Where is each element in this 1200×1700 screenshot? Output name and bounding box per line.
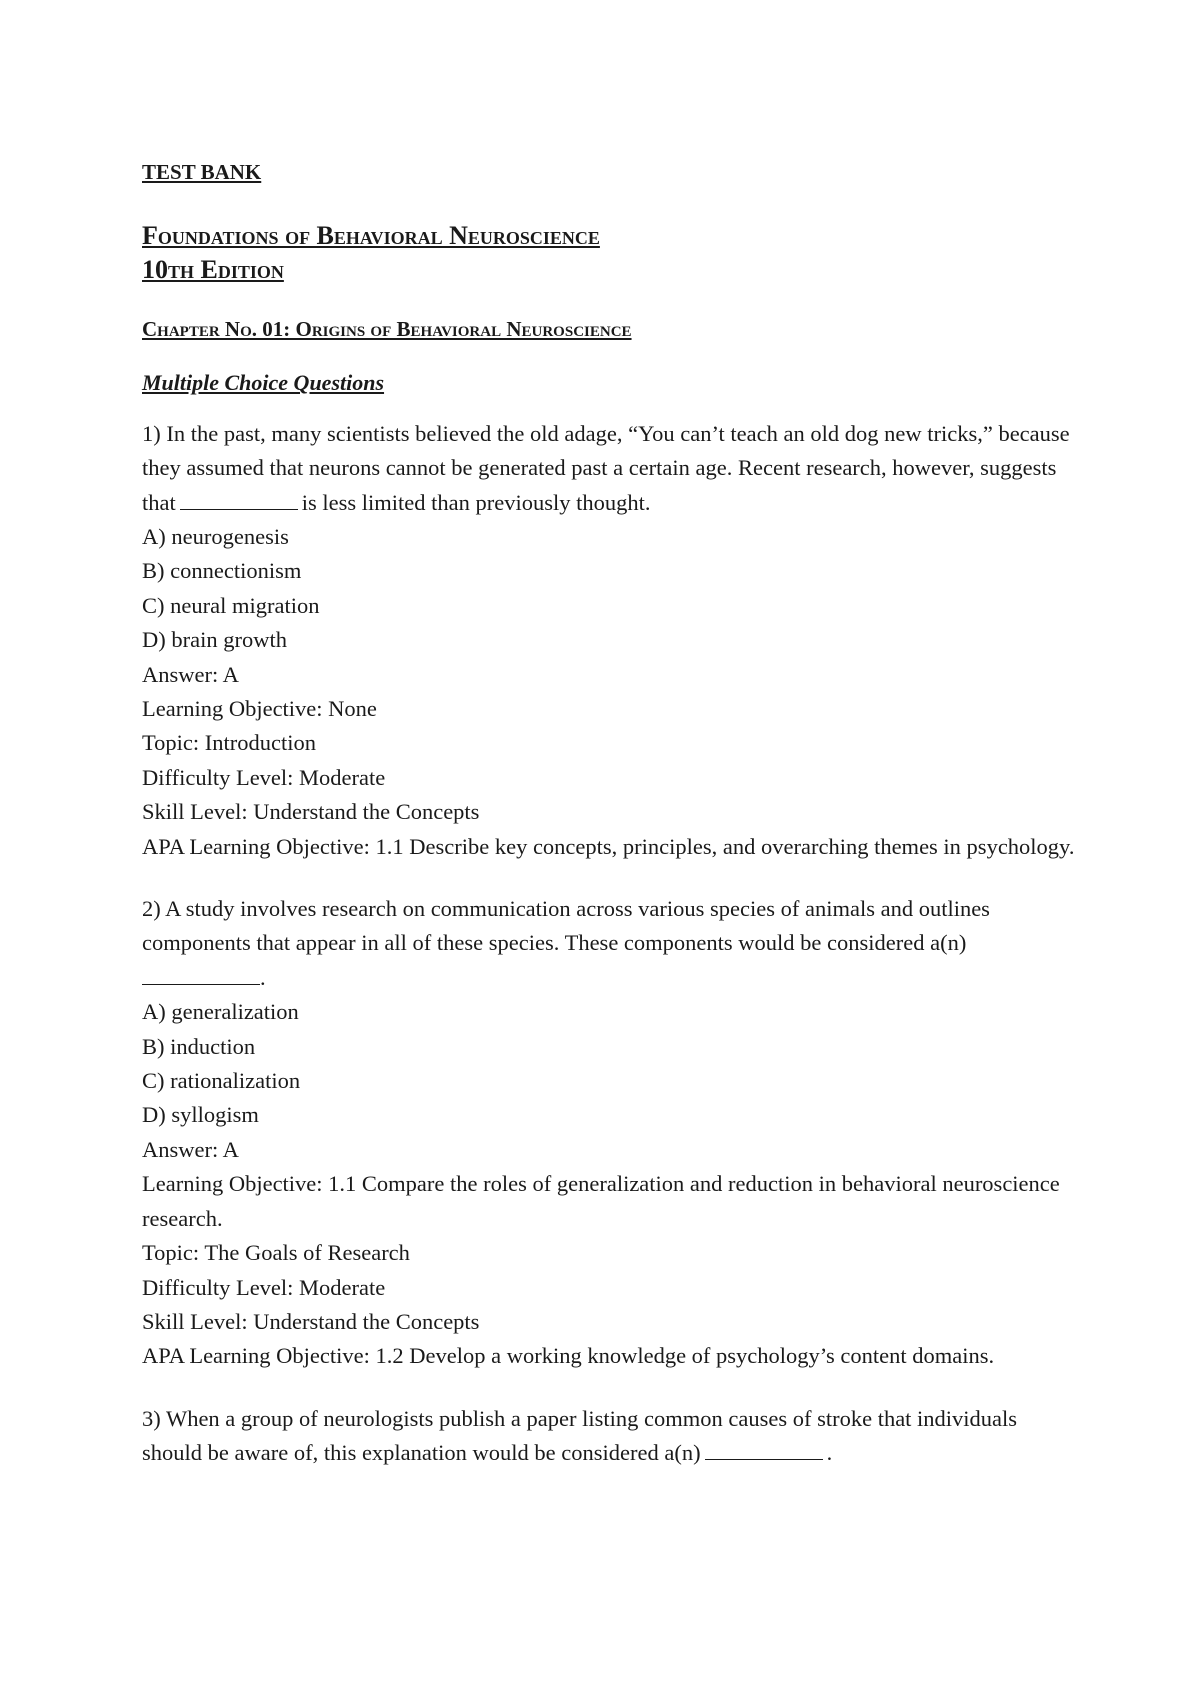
blank-row [142,961,1082,995]
option-d: D) syllogism [142,1102,259,1128]
option-d: D) brain growth [142,627,287,653]
question-2 [142,892,1082,1374]
difficulty-level: Difficulty Level: Moderate [142,764,386,790]
answer-options [142,995,1082,1133]
stem-text: 3) When a group of neurologists publish a paper listing common causes of stroke that individuals should be aware of, this explanation would be considered a(n) [142,1405,1018,1466]
question-1 [142,417,1082,864]
question-stem [142,417,1082,520]
section-title: Multiple Choice Questions [142,370,385,396]
option-b: B) connectionism [142,558,302,584]
question-metadata [142,658,1082,864]
option-a: A) neurogenesis [142,523,289,549]
answer-blank [142,962,260,985]
option-b: B) induction [142,1033,256,1059]
answer-options [142,520,1082,658]
difficulty-level: Difficulty Level: Moderate [142,1274,386,1300]
stem-text-end: . [260,964,266,990]
answer: Answer: A [142,661,239,687]
option-a: A) generalization [142,999,299,1025]
book-title [142,219,1082,287]
question-stem [142,1402,1082,1471]
apa-learning-objective: APA Learning Objective: 1.2 Develop a working knowledge of psychology’s content domains. [142,1343,995,1369]
skill-level: Skill Level: Understand the Concepts [142,1308,480,1334]
topic: Topic: Introduction [142,730,317,756]
document-label: TEST BANK [142,160,262,184]
edition-line: 10th Edition [142,255,284,285]
apa-learning-objective: APA Learning Objective: 1.1 Describe key concepts, principles, and overarching themes in psychology. [142,833,1075,859]
learning-objective: Learning Objective: 1.1 Compare the roles of generalization and reduction in behavioral neuroscience research. [142,1171,1060,1231]
stem-text-end: is less limited than previously thought. [301,489,651,515]
option-c: C) neural migration [142,592,320,618]
learning-objective: Learning Objective: None [142,696,377,722]
topic: Topic: The Goals of Research [142,1240,410,1266]
question-metadata [142,1133,1082,1374]
stem-text: 1) In the past, many scientists believed the old adage, “You can’t teach an old dog new tricks,” because they assumed that neurons cannot be generated past a certain age. Recent research, however, suggests that [142,420,1070,515]
question-stem: 2) A study involves research on communication across various species of animals and outlines components that appear in all of these species. These components would be considered a(n) [142,896,990,956]
book-title-line: Foundations of Behavioral Neuroscience [142,221,600,251]
option-c: C) rationalization [142,1068,301,1094]
stem-text-end: . [826,1440,833,1466]
skill-level: Skill Level: Understand the Concepts [142,799,480,825]
chapter-title: Chapter No. 01: Origins of Behavioral Neuroscience [142,317,632,342]
answer-blank [180,487,298,510]
document-page [142,160,1082,1499]
answer: Answer: A [142,1136,239,1162]
answer-blank [705,1437,823,1460]
question-3 [142,1402,1082,1471]
